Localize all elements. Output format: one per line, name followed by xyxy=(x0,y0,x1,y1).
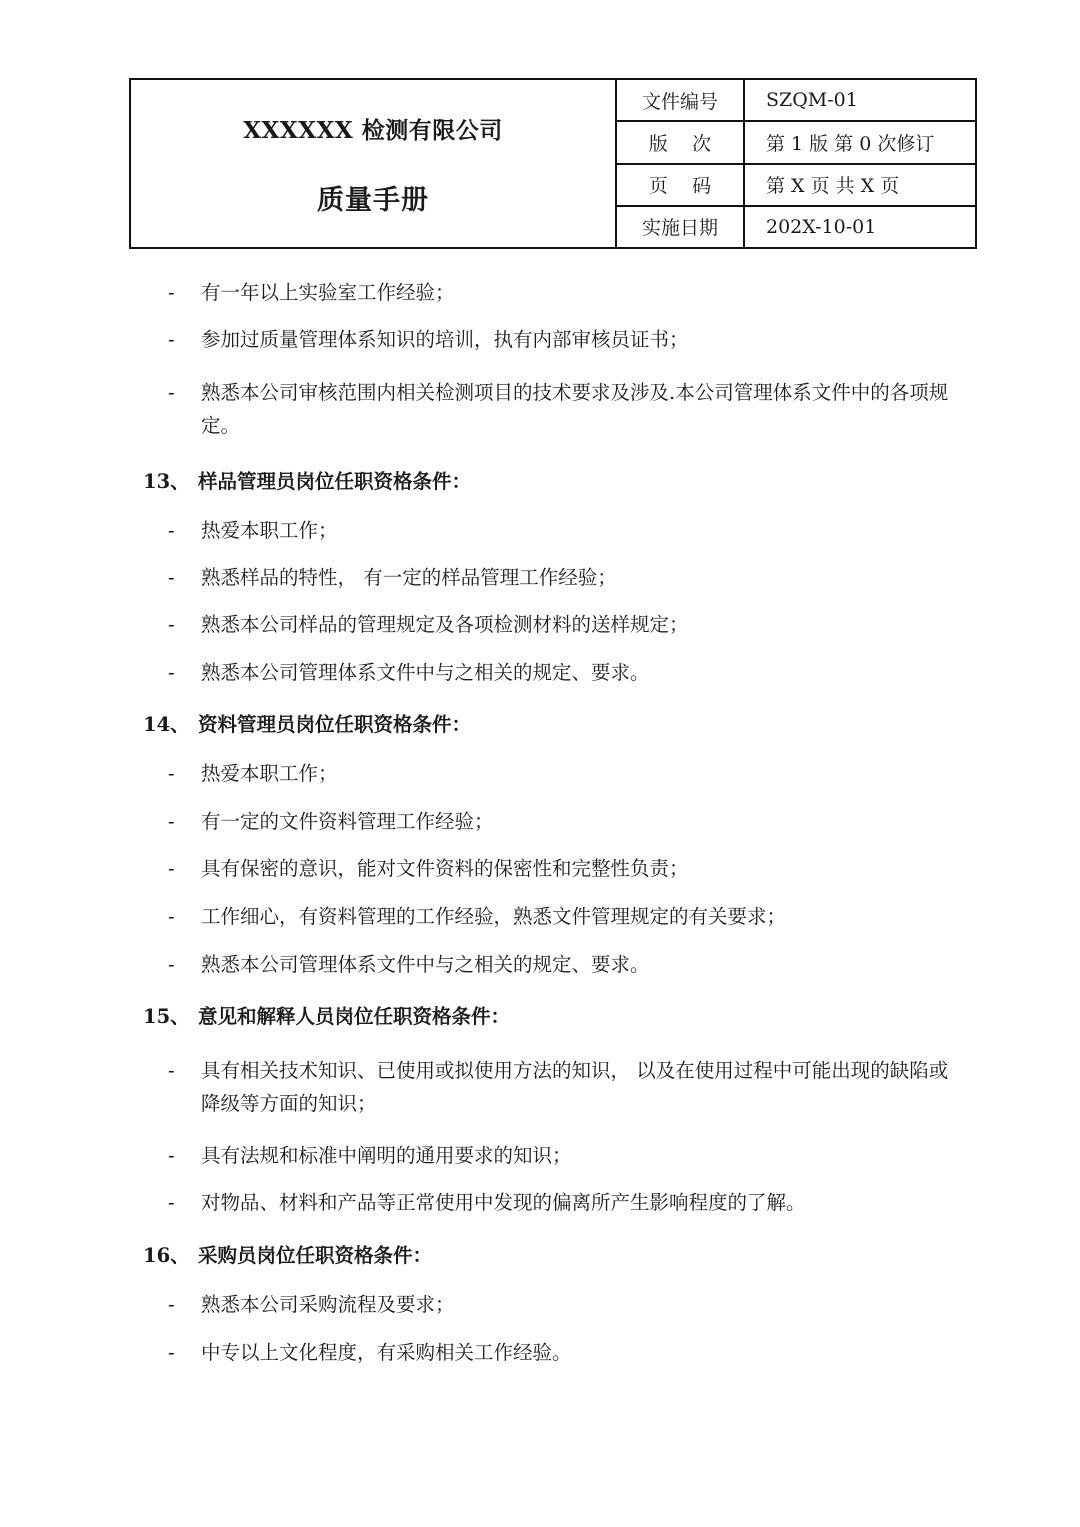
meta-row-file-number xyxy=(617,80,975,122)
list-dash: - xyxy=(168,381,175,404)
list-dash: - xyxy=(168,328,175,351)
header-meta-cells xyxy=(617,80,975,247)
header-title-cell xyxy=(131,80,617,247)
list-dash: - xyxy=(168,613,175,636)
list-item xyxy=(168,656,958,689)
list-item-text: 有一年以上实验室工作经验； xyxy=(201,281,455,304)
section-title: 意见和解释人员岗位任职资格条件： xyxy=(198,1005,511,1028)
list-item-text: 熟悉本公司管理体系文件中与之相关的规定、要求。 xyxy=(201,953,650,976)
meta-row-effective-date xyxy=(617,207,975,247)
list-dash: - xyxy=(168,1144,175,1167)
list-dash: - xyxy=(168,857,175,880)
list-item xyxy=(168,276,958,309)
list-item xyxy=(168,757,958,790)
list-item xyxy=(168,1139,958,1172)
list-item-text: 熟悉本公司样品的管理规定及各项检测材料的送样规定； xyxy=(201,613,689,636)
list-dash: - xyxy=(168,953,175,976)
list-item xyxy=(168,514,958,547)
meta-label: 页 码 xyxy=(617,165,745,205)
section-number: 14、 xyxy=(143,713,190,736)
section-heading-16 xyxy=(143,1239,432,1272)
section-heading-15 xyxy=(143,1000,510,1033)
list-item-text: 具有法规和标准中阐明的通用要求的知识； xyxy=(201,1144,572,1167)
list-item-text: 熟悉本公司审核范围内相关检测项目的技术要求及涉及.本公司管理体系文件中的各项规定。 xyxy=(201,381,949,437)
list-dash: - xyxy=(168,1059,175,1082)
list-item xyxy=(168,1288,958,1321)
meta-value: 第 1 版 第 0 次修订 xyxy=(766,132,935,155)
list-item xyxy=(168,852,958,885)
list-item xyxy=(168,1054,958,1120)
list-item-text: 有一定的文件资料管理工作经验； xyxy=(201,810,494,833)
list-dash: - xyxy=(168,566,175,589)
manual-title: 质量手册 xyxy=(317,185,429,216)
meta-value: 202X-10-01 xyxy=(766,215,877,238)
meta-row-edition xyxy=(617,122,975,164)
list-item-text: 热爱本职工作； xyxy=(201,762,338,785)
list-item xyxy=(168,948,958,981)
section-title: 采购员岗位任职资格条件： xyxy=(198,1244,433,1267)
list-item xyxy=(168,805,958,838)
meta-row-page xyxy=(617,165,975,207)
section-heading-14 xyxy=(143,708,471,741)
list-item xyxy=(168,1186,958,1219)
section-number: 15、 xyxy=(143,1005,190,1028)
list-item-text: 熟悉本公司管理体系文件中与之相关的规定、要求。 xyxy=(201,661,650,684)
list-item-text: 热爱本职工作； xyxy=(201,519,338,542)
list-item-text: 熟悉本公司采购流程及要求； xyxy=(201,1293,455,1316)
list-item-text: 中专以上文化程度，有采购相关工作经验。 xyxy=(201,1341,572,1364)
list-item-text: 具有保密的意识，能对文件资料的保密性和完整性负责； xyxy=(201,857,689,880)
list-dash: - xyxy=(168,810,175,833)
list-item xyxy=(168,608,958,641)
list-dash: - xyxy=(168,519,175,542)
list-dash: - xyxy=(168,661,175,684)
meta-label: 实施日期 xyxy=(617,207,745,247)
section-title: 资料管理员岗位任职资格条件： xyxy=(198,713,472,736)
list-item xyxy=(168,376,958,442)
list-item-text: 熟悉样品的特性， 有一定的样品管理工作经验； xyxy=(201,566,617,589)
document-header-table xyxy=(129,78,977,249)
list-dash: - xyxy=(168,1293,175,1316)
list-item-text: 对物品、材料和产品等正常使用中发现的偏离所产生影响程度的了解。 xyxy=(201,1191,806,1214)
meta-label: 版 次 xyxy=(617,122,745,162)
section-number: 16、 xyxy=(143,1244,190,1267)
list-item xyxy=(168,1336,958,1369)
meta-value: SZQM-01 xyxy=(766,89,858,112)
section-title: 样品管理员岗位任职资格条件： xyxy=(198,470,472,493)
list-dash: - xyxy=(168,1341,175,1364)
list-item-text: 参加过质量管理体系知识的培训，执有内部审核员证书； xyxy=(201,328,689,351)
list-dash: - xyxy=(168,1191,175,1214)
list-dash: - xyxy=(168,281,175,304)
list-item xyxy=(168,561,958,594)
list-dash: - xyxy=(168,905,175,928)
company-name: XXXXXX 检测有限公司 xyxy=(243,117,503,144)
list-item xyxy=(168,323,958,356)
list-item-text: 具有相关技术知识、已使用或拟使用方法的知识， 以及在使用过程中可能出现的缺陷或降级等方面的知识； xyxy=(201,1059,949,1115)
section-number: 13、 xyxy=(143,470,190,493)
list-item xyxy=(168,900,958,933)
section-heading-13 xyxy=(143,465,471,498)
list-dash: - xyxy=(168,762,175,785)
meta-label: 文件编号 xyxy=(617,80,745,120)
list-item-text: 工作细心，有资料管理的工作经验，熟悉文件管理规定的有关要求； xyxy=(201,905,787,928)
meta-value: 第 X 页 共 X 页 xyxy=(766,175,900,198)
